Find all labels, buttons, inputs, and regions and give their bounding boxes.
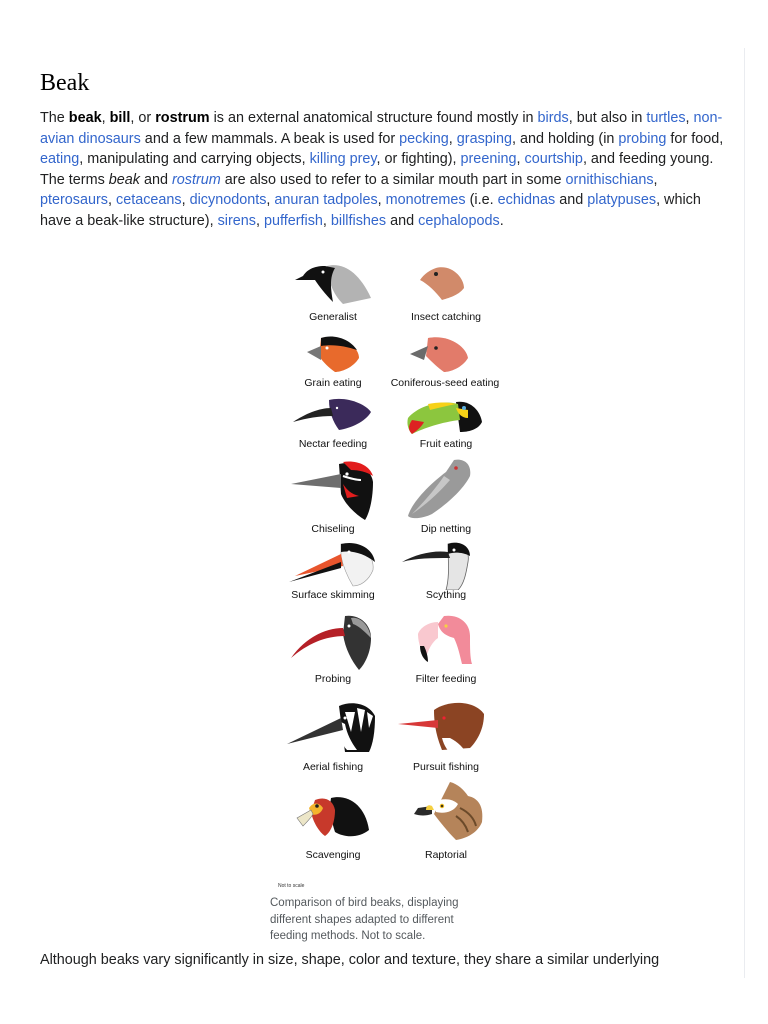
link-grasping[interactable]: grasping xyxy=(456,130,512,147)
link-cephalopods[interactable]: cephalopods xyxy=(418,212,500,229)
bird-grain-eating xyxy=(285,332,381,392)
label-coniferous-seed-eating: Coniferous-seed eating xyxy=(390,377,500,389)
label-scavenging: Scavenging xyxy=(305,849,361,861)
not-to-scale-note: Not to scale xyxy=(278,883,305,889)
bird-generalist xyxy=(285,256,381,326)
link-dicynodonts[interactable]: dicynodonts xyxy=(189,192,267,209)
chiseling-head-image xyxy=(285,458,381,524)
label-surface-skimming: Surface skimming xyxy=(291,589,375,601)
bird-scything xyxy=(398,540,494,606)
term-rostrum: rostrum xyxy=(155,110,210,126)
page-title: Beak xyxy=(40,70,90,96)
grain-eating-head-image xyxy=(285,332,381,378)
dip-netting-head-image xyxy=(398,458,494,524)
link-monotremes[interactable]: monotremes xyxy=(385,192,466,209)
link-anuran-tadpoles[interactable]: anuran tadpoles xyxy=(274,192,378,209)
body-paragraph: Although beaks vary significantly in size, shape, color and texture, they share a similar underlying xyxy=(40,952,660,968)
label-filter-feeding: Filter feeding xyxy=(415,673,477,685)
link-preening[interactable]: preening xyxy=(460,151,517,168)
link-birds[interactable]: birds xyxy=(537,110,569,126)
link-non-avian-dinosaurs[interactable]: non-avian dinosaurs xyxy=(40,110,723,147)
link-eating[interactable]: eating xyxy=(40,151,80,168)
bird-aerial-fishing xyxy=(285,698,381,778)
label-dip-netting: Dip netting xyxy=(420,523,472,535)
label-scything: Scything xyxy=(425,589,467,601)
pursuit-fishing-head-image xyxy=(398,698,494,762)
bird-scavenging xyxy=(285,792,381,862)
probing-head-image xyxy=(285,612,381,674)
link-ornithischians[interactable]: ornithischians xyxy=(565,171,654,188)
label-insect-catching: Insect catching xyxy=(410,311,482,323)
label-pursuit-fishing: Pursuit fishing xyxy=(413,761,479,773)
aerial-fishing-head-image xyxy=(285,698,381,762)
bird-pursuit-fishing xyxy=(398,698,494,778)
label-aerial-fishing: Aerial fishing xyxy=(302,761,364,773)
label-chiseling: Chiseling xyxy=(311,523,355,535)
figure-caption: Comparison of bird beaks, displaying different shapes adapted to different feeding methods. Not to scale. xyxy=(270,897,459,942)
term-beak: beak xyxy=(68,110,102,126)
link-rostrum[interactable]: rostrum xyxy=(172,171,221,188)
scything-head-image xyxy=(398,540,494,590)
term-beak-italic: beak xyxy=(108,171,140,188)
label-grain-eating: Grain eating xyxy=(304,377,362,389)
filter-feeding-head-image xyxy=(398,612,494,674)
bird-chiseling xyxy=(285,458,381,540)
surface-skimming-head-image xyxy=(285,540,381,590)
bird-surface-skimming xyxy=(285,540,381,606)
bird-fruit-eating xyxy=(398,396,494,454)
link-sirens[interactable]: sirens xyxy=(217,212,256,229)
bird-beak-figure[interactable] xyxy=(270,250,510,950)
label-nectar-feeding: Nectar feeding xyxy=(298,438,368,450)
label-fruit-eating: Fruit eating xyxy=(419,438,473,450)
coniferous-seed-head-image xyxy=(380,332,510,378)
term-bill: bill xyxy=(109,110,131,126)
bird-raptorial xyxy=(398,778,494,862)
link-probing[interactable]: probing xyxy=(618,130,667,147)
intro-paragraph: The beak, bill, or rostrum is an external anatomical structure found mostly in birds, but also in turtles, non-avian dinosaurs and a few mammals. A beak is used for pecking, grasping, and holding (in probing for food, eating, manipulating and carrying objects, killing prey, or fighting), preening, courtship, and feeding young. The terms beak and rostrum are also used to refer to a similar mouth part in some ornithischians, pterosaurs, cetaceans, dicynodonts, anuran tadpoles, monotremes (i.e. echidnas and platypuses, which have a beak-like structure), sirens, pufferfish, billfishes and cephalopods. xyxy=(40,110,724,229)
bird-filter-feeding xyxy=(398,612,494,690)
content-border xyxy=(744,48,745,978)
bird-dip-netting xyxy=(398,458,494,540)
insect-catching-head-image xyxy=(398,256,494,312)
bird-coniferous-seed-eating xyxy=(380,332,510,392)
label-generalist: Generalist xyxy=(309,311,357,323)
link-billfishes[interactable]: billfishes xyxy=(330,212,387,229)
link-turtles[interactable]: turtles xyxy=(646,110,686,126)
raptorial-head-image xyxy=(398,778,494,846)
label-probing: Probing xyxy=(314,673,352,685)
link-pterosaurs[interactable]: pterosaurs xyxy=(40,192,108,209)
link-killing-prey[interactable]: killing prey xyxy=(309,151,377,168)
bird-probing xyxy=(285,612,381,690)
link-echidnas[interactable]: echidnas xyxy=(497,192,556,209)
link-cetaceans[interactable]: cetaceans xyxy=(116,192,182,209)
fruit-eating-head-image xyxy=(398,396,494,440)
scavenging-head-image xyxy=(285,792,381,846)
nectar-feeding-head-image xyxy=(285,396,381,440)
link-courtship[interactable]: courtship xyxy=(524,151,583,168)
link-platypuses[interactable]: platypuses xyxy=(587,192,657,209)
link-pufferfish[interactable]: pufferfish xyxy=(263,212,323,229)
link-pecking[interactable]: pecking xyxy=(399,130,449,147)
bird-nectar-feeding xyxy=(285,396,381,454)
bird-insect-catching xyxy=(398,256,494,326)
generalist-head-image xyxy=(285,256,381,312)
label-raptorial: Raptorial xyxy=(424,849,468,861)
